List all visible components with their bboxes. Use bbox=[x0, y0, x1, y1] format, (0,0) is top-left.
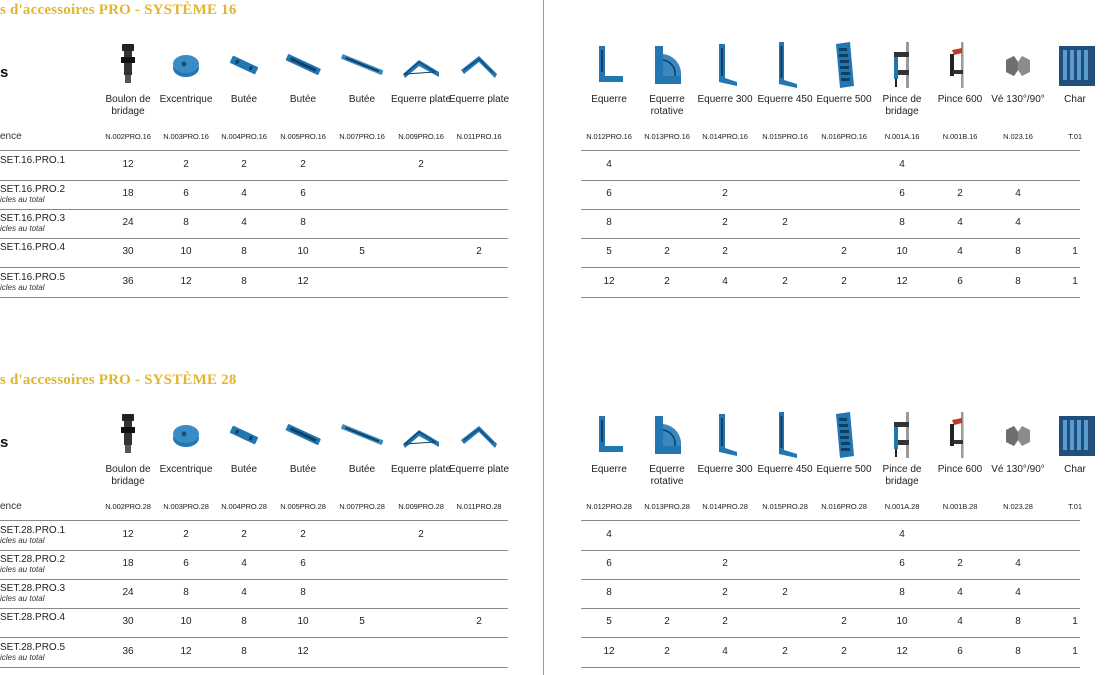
square-300-icon bbox=[705, 40, 745, 90]
square-450-icon bbox=[765, 40, 805, 90]
quantity-cell: 8 bbox=[606, 217, 612, 228]
quantity-cell: 2 bbox=[841, 616, 847, 627]
row-rule bbox=[0, 608, 508, 609]
product-name: Excentrique bbox=[159, 94, 213, 105]
quantity-cell: 6 bbox=[957, 646, 963, 657]
rotating-square-icon bbox=[647, 40, 687, 90]
quantity-cell: 4 bbox=[1015, 217, 1021, 228]
flat-square-large-icon bbox=[459, 40, 499, 90]
quantity-cell: 6 bbox=[899, 558, 905, 569]
row-rule bbox=[581, 667, 1080, 668]
product-reference: N.011PRO.16 bbox=[456, 132, 502, 141]
row-rule bbox=[581, 180, 1080, 181]
row-rule bbox=[581, 238, 1080, 239]
product-name: Vé 130°/90° bbox=[991, 464, 1045, 475]
quantity-cell: 8 bbox=[300, 587, 306, 598]
product-reference: N.012PRO.16 bbox=[586, 132, 632, 141]
article-count: icles au total bbox=[0, 594, 45, 603]
quantity-cell: 2 bbox=[241, 529, 247, 540]
set-name: SET.16.PRO.3 bbox=[0, 213, 66, 224]
product-name: Equerre plate bbox=[448, 94, 510, 105]
cart-icon bbox=[1055, 410, 1095, 460]
quantity-cell: 6 bbox=[183, 188, 189, 199]
row-rule bbox=[581, 209, 1080, 210]
section-title: s d'accessoires PRO - SYSTÈME 16 bbox=[0, 2, 237, 18]
quantity-cell: 2 bbox=[957, 188, 963, 199]
row-rule bbox=[0, 238, 508, 239]
quantity-cell: 36 bbox=[122, 646, 134, 657]
quantity-cell: 4 bbox=[606, 529, 612, 540]
cart-icon bbox=[1055, 40, 1095, 90]
quantity-cell: 6 bbox=[183, 558, 189, 569]
quantity-cell: 12 bbox=[122, 159, 134, 170]
quantity-cell: 2 bbox=[300, 529, 306, 540]
square-500-icon bbox=[824, 410, 864, 460]
stop-long-icon bbox=[342, 410, 382, 460]
product-name: Boulon de bridage bbox=[105, 464, 151, 487]
quantity-cell: 8 bbox=[183, 217, 189, 228]
quantity-cell: 4 bbox=[957, 587, 963, 598]
stop-medium-icon bbox=[283, 410, 323, 460]
clamping-bolt-icon bbox=[108, 40, 148, 90]
quantity-cell: 6 bbox=[300, 558, 306, 569]
quantity-cell: 5 bbox=[606, 246, 612, 257]
quantity-cell: 2 bbox=[241, 159, 247, 170]
product-reference: N.013PRO.16 bbox=[644, 132, 690, 141]
clamp-600-icon bbox=[940, 40, 980, 90]
set-name: SET.28.PRO.2 bbox=[0, 554, 66, 565]
quantity-cell: 4 bbox=[957, 246, 963, 257]
product-reference: N.004PRO.28 bbox=[221, 502, 267, 511]
quantity-cell: 4 bbox=[899, 159, 905, 170]
set-name: SET.28.PRO.1 bbox=[0, 525, 66, 536]
product-name: Equerre 450 bbox=[757, 464, 813, 475]
quantity-cell: 2 bbox=[722, 587, 728, 598]
product-reference: N.014PRO.16 bbox=[702, 132, 748, 141]
page-divider bbox=[543, 0, 544, 675]
clamp-icon bbox=[882, 40, 922, 90]
quantity-cell: 10 bbox=[180, 616, 192, 627]
quantity-cell: 8 bbox=[1015, 616, 1021, 627]
product-name: Equerre bbox=[591, 464, 627, 475]
quantity-cell: 10 bbox=[180, 246, 192, 257]
quantity-cell: 1 bbox=[1072, 646, 1078, 657]
product-reference: N.005PRO.16 bbox=[280, 132, 326, 141]
product-reference: N.014PRO.28 bbox=[702, 502, 748, 511]
quantity-cell: 1 bbox=[1072, 276, 1078, 287]
header-rule bbox=[581, 520, 1080, 521]
quantity-cell: 4 bbox=[241, 587, 247, 598]
quantity-cell: 2 bbox=[300, 159, 306, 170]
quantity-cell: 24 bbox=[122, 587, 134, 598]
quantity-cell: 2 bbox=[664, 276, 670, 287]
product-reference: N.023.28 bbox=[1003, 502, 1033, 511]
quantity-cell: 2 bbox=[722, 217, 728, 228]
set-name: SET.16.PRO.5 bbox=[0, 272, 66, 283]
quantity-cell: 8 bbox=[300, 217, 306, 228]
quantity-cell: 12 bbox=[603, 276, 615, 287]
quantity-cell: 36 bbox=[122, 276, 134, 287]
quantity-cell: 8 bbox=[183, 587, 189, 598]
set-label bbox=[0, 525, 65, 545]
quantity-cell: 2 bbox=[841, 646, 847, 657]
product-reference: N.015PRO.28 bbox=[762, 502, 808, 511]
set-label bbox=[0, 554, 65, 574]
set-label bbox=[0, 213, 65, 233]
product-reference: N.001A.28 bbox=[884, 502, 920, 511]
quantity-cell: 4 bbox=[722, 276, 728, 287]
flat-square-large-icon bbox=[459, 410, 499, 460]
quantity-cell: 4 bbox=[606, 159, 612, 170]
stop-long-icon bbox=[342, 40, 382, 90]
product-name: Pince de bridage bbox=[882, 464, 922, 487]
quantity-cell: 2 bbox=[664, 616, 670, 627]
row-rule bbox=[581, 637, 1080, 638]
product-reference: N.002PRO.16 bbox=[105, 132, 151, 141]
quantity-cell: 2 bbox=[183, 159, 189, 170]
product-name: Butée bbox=[230, 94, 258, 105]
quantity-cell: 8 bbox=[1015, 246, 1021, 257]
quantity-cell: 2 bbox=[782, 646, 788, 657]
quantity-cell: 6 bbox=[899, 188, 905, 199]
product-reference: T.01 bbox=[1068, 502, 1082, 511]
set-label bbox=[0, 642, 65, 662]
quantity-cell: 5 bbox=[606, 616, 612, 627]
set-label bbox=[0, 155, 65, 166]
quantity-cell: 2 bbox=[476, 246, 482, 257]
article-count: icles au total bbox=[0, 565, 45, 574]
product-reference: N.001B.28 bbox=[942, 502, 978, 511]
quantity-cell: 8 bbox=[1015, 646, 1021, 657]
quantity-cell: 4 bbox=[241, 188, 247, 199]
reference-heading: ence bbox=[0, 131, 22, 142]
sets-heading: s bbox=[0, 64, 9, 81]
product-reference: N.012PRO.28 bbox=[586, 502, 632, 511]
set-name: SET.16.PRO.1 bbox=[0, 155, 66, 166]
quantity-cell: 2 bbox=[722, 188, 728, 199]
quantity-cell: 12 bbox=[603, 646, 615, 657]
product-name: Equerre rotative bbox=[649, 464, 685, 487]
row-rule bbox=[0, 550, 508, 551]
reference-heading: ence bbox=[0, 501, 22, 512]
quantity-cell: 6 bbox=[957, 276, 963, 287]
product-name: Equerre plate bbox=[448, 464, 510, 475]
quantity-cell: 6 bbox=[606, 558, 612, 569]
quantity-cell: 2 bbox=[782, 217, 788, 228]
quantity-cell: 8 bbox=[1015, 276, 1021, 287]
flat-square-icon bbox=[401, 40, 441, 90]
square-icon bbox=[589, 40, 629, 90]
quantity-cell: 2 bbox=[183, 529, 189, 540]
header-rule bbox=[581, 150, 1080, 151]
product-reference: N.003PRO.16 bbox=[163, 132, 209, 141]
square-300-icon bbox=[705, 410, 745, 460]
article-count: icles au total bbox=[0, 224, 45, 233]
product-reference: N.001B.16 bbox=[942, 132, 978, 141]
product-reference: N.015PRO.16 bbox=[762, 132, 808, 141]
product-name: Butée bbox=[289, 464, 317, 475]
product-name: Pince de bridage bbox=[882, 94, 922, 117]
article-count: icles au total bbox=[0, 283, 45, 292]
v-block-icon bbox=[998, 410, 1038, 460]
product-name: Equerre plate bbox=[390, 464, 452, 475]
quantity-cell: 10 bbox=[297, 616, 309, 627]
article-count: icles au total bbox=[0, 653, 45, 662]
quantity-cell: 12 bbox=[180, 646, 192, 657]
product-name: Char bbox=[1064, 464, 1086, 475]
product-reference: N.002PRO.28 bbox=[105, 502, 151, 511]
section-title: s d'accessoires PRO - SYSTÈME 28 bbox=[0, 372, 237, 388]
set-label bbox=[0, 242, 65, 253]
product-reference: N.009PRO.28 bbox=[398, 502, 444, 511]
row-rule bbox=[0, 579, 508, 580]
quantity-cell: 12 bbox=[180, 276, 192, 287]
quantity-cell: 4 bbox=[899, 529, 905, 540]
product-name: Equerre 300 bbox=[697, 94, 753, 105]
product-name: Butée bbox=[230, 464, 258, 475]
quantity-cell: 12 bbox=[297, 276, 309, 287]
row-rule bbox=[0, 209, 508, 210]
clamping-bolt-icon bbox=[108, 410, 148, 460]
product-reference: N.016PRO.16 bbox=[821, 132, 867, 141]
quantity-cell: 8 bbox=[899, 587, 905, 598]
sets-heading: s bbox=[0, 434, 9, 451]
quantity-cell: 30 bbox=[122, 246, 134, 257]
product-reference: N.001A.16 bbox=[884, 132, 920, 141]
set-label bbox=[0, 612, 65, 623]
product-reference: N.013PRO.28 bbox=[644, 502, 690, 511]
quantity-cell: 2 bbox=[476, 616, 482, 627]
stop-short-icon bbox=[224, 40, 264, 90]
quantity-cell: 2 bbox=[957, 558, 963, 569]
quantity-cell: 5 bbox=[359, 616, 365, 627]
article-count: icles au total bbox=[0, 195, 45, 204]
quantity-cell: 8 bbox=[241, 276, 247, 287]
clamp-600-icon bbox=[940, 410, 980, 460]
product-name: Excentrique bbox=[159, 464, 213, 475]
quantity-cell: 10 bbox=[896, 616, 908, 627]
quantity-cell: 4 bbox=[1015, 558, 1021, 569]
product-name: Vé 130°/90° bbox=[991, 94, 1045, 105]
row-rule bbox=[581, 550, 1080, 551]
row-rule bbox=[581, 579, 1080, 580]
quantity-cell: 12 bbox=[297, 646, 309, 657]
quantity-cell: 4 bbox=[957, 616, 963, 627]
set-name: SET.16.PRO.4 bbox=[0, 242, 66, 253]
product-name: Butée bbox=[348, 94, 376, 105]
v-block-icon bbox=[998, 40, 1038, 90]
product-name: Pince 600 bbox=[937, 464, 983, 475]
quantity-cell: 12 bbox=[896, 646, 908, 657]
eccentric-icon bbox=[166, 410, 206, 460]
product-reference: N.007PRO.16 bbox=[339, 132, 385, 141]
quantity-cell: 4 bbox=[1015, 587, 1021, 598]
set-label bbox=[0, 583, 65, 603]
quantity-cell: 12 bbox=[896, 276, 908, 287]
quantity-cell: 8 bbox=[241, 616, 247, 627]
quantity-cell: 10 bbox=[896, 246, 908, 257]
quantity-cell: 8 bbox=[241, 646, 247, 657]
quantity-cell: 8 bbox=[606, 587, 612, 598]
row-rule bbox=[0, 667, 508, 668]
quantity-cell: 24 bbox=[122, 217, 134, 228]
quantity-cell: 2 bbox=[782, 587, 788, 598]
quantity-cell: 5 bbox=[359, 246, 365, 257]
row-rule bbox=[581, 267, 1080, 268]
product-reference: N.011PRO.28 bbox=[456, 502, 502, 511]
quantity-cell: 2 bbox=[664, 246, 670, 257]
product-name: Equerre bbox=[591, 94, 627, 105]
quantity-cell: 4 bbox=[241, 558, 247, 569]
row-rule bbox=[581, 608, 1080, 609]
quantity-cell: 4 bbox=[722, 646, 728, 657]
stop-medium-icon bbox=[283, 40, 323, 90]
quantity-cell: 4 bbox=[957, 217, 963, 228]
row-rule bbox=[0, 637, 508, 638]
set-name: SET.28.PRO.3 bbox=[0, 583, 66, 594]
product-reference: T.01 bbox=[1068, 132, 1082, 141]
product-reference: N.003PRO.28 bbox=[163, 502, 209, 511]
quantity-cell: 8 bbox=[241, 246, 247, 257]
square-icon bbox=[589, 410, 629, 460]
eccentric-icon bbox=[166, 40, 206, 90]
rotating-square-icon bbox=[647, 410, 687, 460]
set-name: SET.28.PRO.4 bbox=[0, 612, 66, 623]
row-rule bbox=[0, 297, 508, 298]
article-count: icles au total bbox=[0, 536, 45, 545]
product-name: Equerre 500 bbox=[816, 464, 872, 475]
product-name: Butée bbox=[348, 464, 376, 475]
quantity-cell: 2 bbox=[722, 616, 728, 627]
set-label bbox=[0, 272, 65, 292]
product-name: Char bbox=[1064, 94, 1086, 105]
product-name: Pince 600 bbox=[937, 94, 983, 105]
quantity-cell: 4 bbox=[241, 217, 247, 228]
square-500-icon bbox=[824, 40, 864, 90]
row-rule bbox=[0, 180, 508, 181]
quantity-cell: 1 bbox=[1072, 616, 1078, 627]
quantity-cell: 2 bbox=[418, 529, 424, 540]
product-name: Boulon de bridage bbox=[105, 94, 151, 117]
square-450-icon bbox=[765, 410, 805, 460]
set-name: SET.16.PRO.2 bbox=[0, 184, 66, 195]
set-label bbox=[0, 184, 65, 204]
quantity-cell: 6 bbox=[606, 188, 612, 199]
product-reference: N.004PRO.16 bbox=[221, 132, 267, 141]
clamp-icon bbox=[882, 410, 922, 460]
product-reference: N.009PRO.16 bbox=[398, 132, 444, 141]
product-reference: N.007PRO.28 bbox=[339, 502, 385, 511]
quantity-cell: 30 bbox=[122, 616, 134, 627]
quantity-cell: 2 bbox=[841, 276, 847, 287]
quantity-cell: 6 bbox=[300, 188, 306, 199]
header-rule bbox=[0, 520, 508, 521]
quantity-cell: 18 bbox=[122, 188, 134, 199]
quantity-cell: 2 bbox=[722, 558, 728, 569]
product-reference: N.023.16 bbox=[1003, 132, 1033, 141]
quantity-cell: 4 bbox=[1015, 188, 1021, 199]
quantity-cell: 2 bbox=[722, 246, 728, 257]
quantity-cell: 12 bbox=[122, 529, 134, 540]
quantity-cell: 10 bbox=[297, 246, 309, 257]
quantity-cell: 18 bbox=[122, 558, 134, 569]
row-rule bbox=[0, 267, 508, 268]
quantity-cell: 2 bbox=[782, 276, 788, 287]
product-reference: N.005PRO.28 bbox=[280, 502, 326, 511]
header-rule bbox=[0, 150, 508, 151]
quantity-cell: 1 bbox=[1072, 246, 1078, 257]
product-name: Butée bbox=[289, 94, 317, 105]
product-name: Equerre 300 bbox=[697, 464, 753, 475]
quantity-cell: 8 bbox=[899, 217, 905, 228]
row-rule bbox=[581, 297, 1080, 298]
stop-short-icon bbox=[224, 410, 264, 460]
quantity-cell: 2 bbox=[418, 159, 424, 170]
set-name: SET.28.PRO.5 bbox=[0, 642, 66, 653]
flat-square-icon bbox=[401, 410, 441, 460]
product-name: Equerre 450 bbox=[757, 94, 813, 105]
quantity-cell: 2 bbox=[841, 246, 847, 257]
product-name: Equerre rotative bbox=[649, 94, 685, 117]
quantity-cell: 2 bbox=[664, 646, 670, 657]
product-reference: N.016PRO.28 bbox=[821, 502, 867, 511]
product-name: Equerre 500 bbox=[816, 94, 872, 105]
product-name: Equerre plate bbox=[390, 94, 452, 105]
